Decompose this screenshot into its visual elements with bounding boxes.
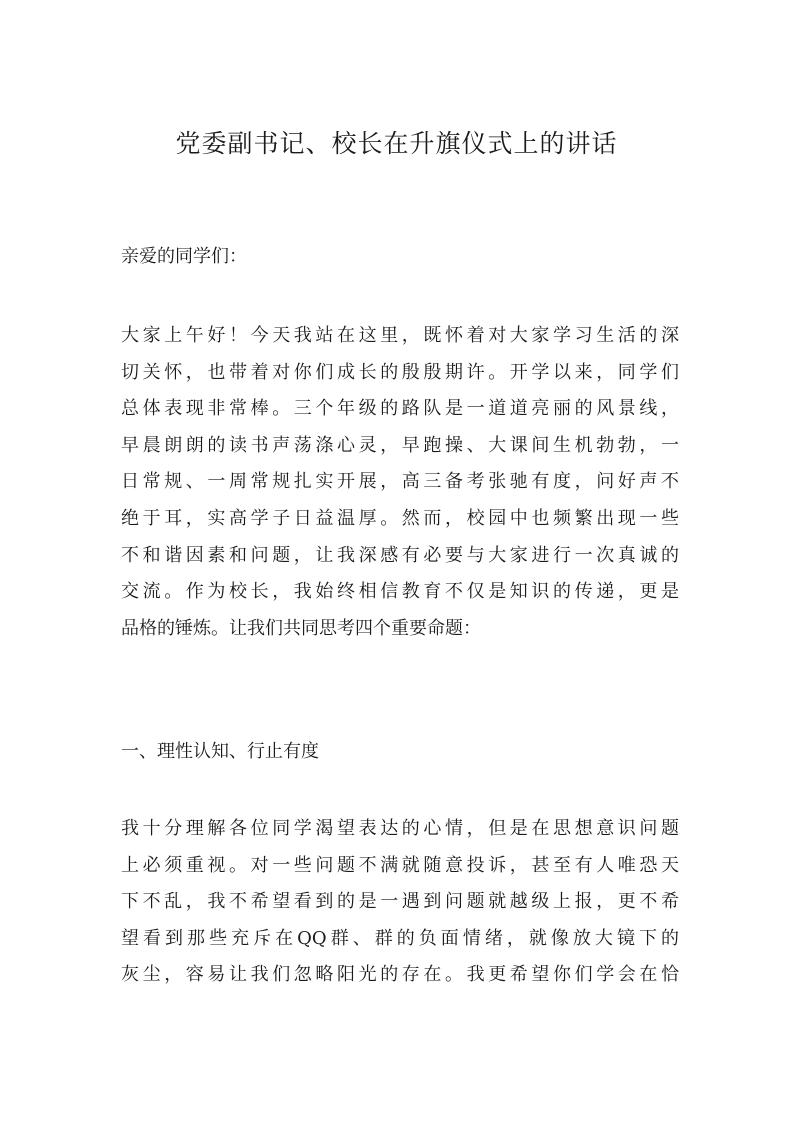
salutation: 亲爱的同学们： <box>121 246 247 267</box>
paragraph-line: 不和谐因素和问题，让我深感有必要与大家进行一次真诚的 <box>121 544 679 566</box>
paragraph-line: 品格的锤炼。让我们共同思考四个重要命题： <box>121 617 481 639</box>
paragraph-line: 上必须重视。对一些问题不满就随意投诉，甚至有人唯恐天 <box>121 854 679 876</box>
paragraph-line: 我十分理解各位同学渴望表达的心情，但是在思想意识问题 <box>121 818 679 839</box>
paragraph-line: 大家上午好！今天我站在这里，既怀着对大家学习生活的深 <box>121 325 679 346</box>
paragraph-line: 灰尘，容易让我们忽略阳光的存在。我更希望你们学会在恰 <box>121 964 679 986</box>
paragraph-line: 总体表现非常棒。三个年级的路队是一道道亮丽的风景线， <box>121 398 679 420</box>
section-heading: 一、理性认知、行止有度 <box>121 741 319 762</box>
paragraph-line: 早晨朗朗的读书声荡涤心灵，早跑操、大课间生机勃勃，一 <box>121 434 679 456</box>
document-title: 党委副书记、校长在升旗仪式上的讲话 <box>175 129 618 158</box>
paragraph-line: 日常规、一周常规扎实开展，高三备考张驰有度，问好声不 <box>121 471 679 493</box>
paragraph-1 <box>121 318 679 647</box>
paragraph-line: 下不乱，我不希望看到的是一遇到问题就越级上报，更不希 <box>121 891 679 913</box>
paragraph-line: 切关怀，也带着对你们成长的殷殷期许。开学以来，同学们 <box>121 361 679 383</box>
paragraph-line: 望看到那些充斥在QQ群、群的负面情绪，就像放大镜下的 <box>121 927 679 949</box>
paragraph-line: 交流。作为校长，我始终相信教育不仅是知识的传递，更是 <box>121 581 679 603</box>
paragraph-line: 绝于耳，实高学子日益温厚。然而，校园中也频繁出现一些 <box>121 507 679 529</box>
paragraph-2 <box>121 811 679 994</box>
